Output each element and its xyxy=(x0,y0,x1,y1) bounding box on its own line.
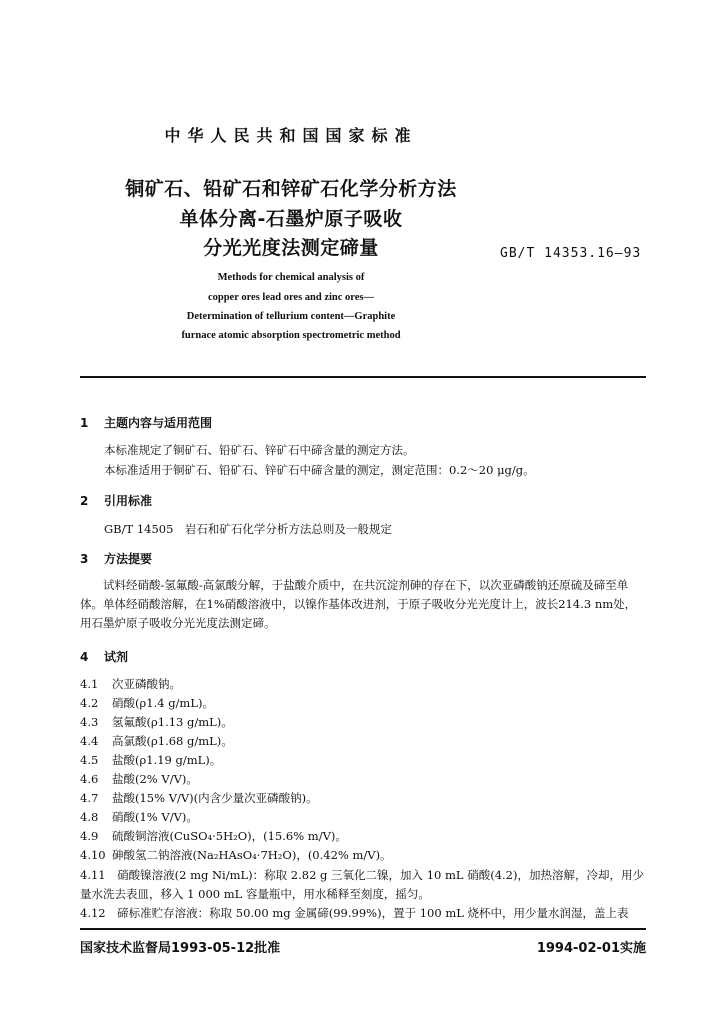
standard-code: GB/T 14353.16—93 xyxy=(500,246,642,261)
reagent-text: 盐酸(15% V/V)(内含少量次亚磷酸钠)。 xyxy=(112,791,318,805)
section-2-title: 引用标准 xyxy=(104,494,153,508)
section-1-line-1: 本标准规定了铜矿石、铅矿石、锌矿石中碲含量的测定方法。 xyxy=(104,443,415,457)
implementation-date: 1994-02-01实施 xyxy=(536,941,646,956)
reagent-number: 4.1 xyxy=(80,677,99,691)
section-3-number: 3 xyxy=(80,552,89,566)
reagent-text: 盐酸(ρ1.19 g/mL)。 xyxy=(112,753,222,767)
title-cn-line-2: 单体分离-石墨炉原子吸收 xyxy=(179,208,403,230)
reagent-text: 硝酸(1% V/V)。 xyxy=(112,810,198,824)
section-2-heading xyxy=(80,492,152,509)
reagent-number: 4.2 xyxy=(80,696,99,710)
reagent-number: 4.9 xyxy=(80,829,99,843)
section-2-number: 2 xyxy=(80,494,89,508)
title-en-line-1: Methods for chemical analysis of xyxy=(217,272,365,283)
header-rule xyxy=(80,376,646,378)
section-4-title: 试剂 xyxy=(104,650,129,664)
reagent-item xyxy=(80,714,233,730)
reagent-text: 高氯酸(ρ1.68 g/mL)。 xyxy=(112,734,233,748)
section-1-number: 1 xyxy=(80,416,89,430)
reagent-item xyxy=(80,695,214,711)
reagent-text: 次亚磷酸钠。 xyxy=(112,677,181,691)
reagent-number: 4.7 xyxy=(80,791,99,805)
reagent-number: 4.8 xyxy=(80,810,99,824)
reagent-number: 4.6 xyxy=(80,772,99,786)
reagent-text: 盐酸(2% V/V)。 xyxy=(112,772,198,786)
section-3-title: 方法提要 xyxy=(104,552,153,566)
section-2-reference: GB/T 14505 岩石和矿石化学分析方法总则及一般规定 xyxy=(104,522,392,536)
section-4-number: 4 xyxy=(80,650,89,664)
reagent-item-4-12: 4.12 碲标准贮存溶液：称取 50.00 mg 金属碲(99.99%)，置于 100 mL 烧杯中，用少量水润湿，盖上表 xyxy=(80,906,629,920)
section-3-paragraph: 试料经硝酸-氢氟酸-高氯酸分解，于盐酸介质中，在共沉淀剂砷的存在下，以次亚磷酸钠还原硫及碲至单体。单体经硝酸溶解，在1%硝酸溶液中，以镍作基体改进剂，于原子吸收分光光度计上，波长214.3 nm处，用石墨炉原子吸收分光光度法测定碲。 xyxy=(80,578,637,630)
reagent-item xyxy=(80,809,198,825)
title-en-line-4: furnace atomic absorption spectrometric method xyxy=(181,330,401,341)
reagent-number: 4.3 xyxy=(80,715,99,729)
section-4-heading xyxy=(80,648,128,665)
reagent-number: 4.4 xyxy=(80,734,99,748)
footer-rule xyxy=(80,928,646,930)
reagent-item xyxy=(80,771,198,787)
reagent-item xyxy=(80,752,221,768)
approval-date: 国家技术监督局1993-05-12批准 xyxy=(80,941,281,956)
reagent-text: 砷酸氢二钠溶液(Na₂HAsO₄·7H₂O)，(0.42% m/V)。 xyxy=(112,848,392,862)
reagent-item xyxy=(80,733,233,749)
reagent-item-4-11: 4.11 硝酸镍溶液(2 mg Ni/mL)：称取 2.82 g 三氧化二镍，加入 10 mL 硝酸(4.2)，加热溶解，冷却，用少量水洗去表皿，移入 1 000 mL 容量瓶中，用水稀释至刻度，摇匀。 xyxy=(80,868,644,901)
title-en-line-2: copper ores lead ores and zinc ores— xyxy=(207,292,375,303)
national-standard-heading: 中华人民共和国国家标准 xyxy=(164,126,418,145)
section-1-heading xyxy=(80,414,212,431)
reagent-text: 氢氟酸(ρ1.13 g/mL)。 xyxy=(112,715,233,729)
reagent-item xyxy=(80,676,181,692)
title-cn-line-1: 铜矿石、铅矿石和锌矿石化学分析方法 xyxy=(125,178,457,200)
reagent-text: 硫酸铜溶液(CuSO₄·5H₂O)，(15.6% m/V)。 xyxy=(112,829,347,843)
reagent-item xyxy=(80,790,318,806)
reagent-item xyxy=(80,847,392,863)
section-1-title: 主题内容与适用范围 xyxy=(104,416,213,430)
reagent-number: 4.10 xyxy=(80,848,106,862)
reagent-item xyxy=(80,828,347,844)
reagent-text: 硝酸(ρ1.4 g/mL)。 xyxy=(112,696,214,710)
section-1-line-2: 本标准适用于铜矿石、铅矿石、锌矿石中碲含量的测定，测定范围：0.2～20 μg/g。 xyxy=(104,463,535,477)
title-cn-line-3: 分光光度法测定碲量 xyxy=(203,237,379,259)
reagent-number: 4.5 xyxy=(80,753,99,767)
section-3-heading xyxy=(80,550,152,567)
title-en-line-3: Determination of tellurium content—Graphite xyxy=(186,311,396,322)
